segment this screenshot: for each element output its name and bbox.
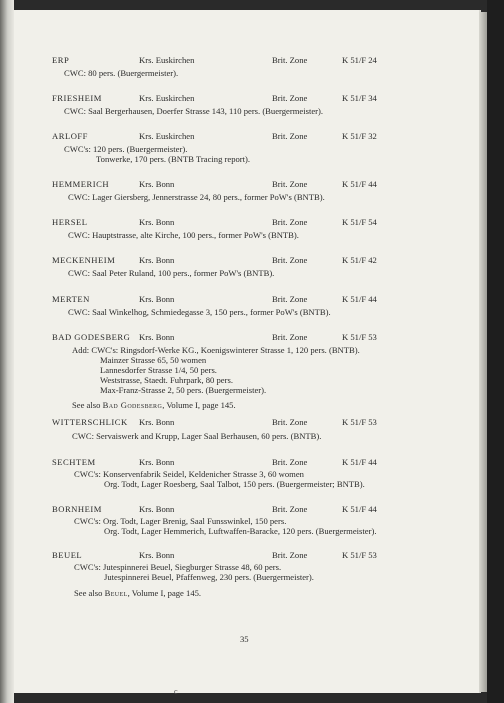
reference: K 51/F 24 <box>342 55 377 65</box>
district: Krs. Bonn <box>139 417 175 427</box>
book-spine-shadow <box>0 0 14 703</box>
place-name: MECKENHEIM <box>52 255 116 265</box>
place-name: ERP <box>52 55 70 65</box>
page-edge <box>479 12 487 692</box>
bottom-mark: c <box>174 687 178 696</box>
district: Krs. Bonn <box>139 217 175 227</box>
place-name: MERTEN <box>52 294 90 304</box>
district: Krs. Bonn <box>139 550 175 560</box>
zone: Brit. Zone <box>272 255 308 265</box>
place-name: ARLOFF <box>52 131 88 141</box>
page-number: 35 <box>240 634 249 644</box>
zone: Brit. Zone <box>272 93 308 103</box>
district: Krs. Euskirchen <box>139 93 195 103</box>
district: Krs. Bonn <box>139 255 175 265</box>
zone: Brit. Zone <box>272 131 308 141</box>
district: Krs. Bonn <box>139 179 175 189</box>
place-name: BORNHEIM <box>52 504 102 514</box>
reference: K 51/F 34 <box>342 93 377 103</box>
reference: K 51/F 53 <box>342 417 377 427</box>
zone: Brit. Zone <box>272 417 308 427</box>
zone: Brit. Zone <box>272 55 308 65</box>
reference: K 51/F 44 <box>342 294 377 304</box>
district: Krs. Bonn <box>139 504 175 514</box>
reference: K 51/F 44 <box>342 179 377 189</box>
reference: K 51/F 53 <box>342 332 377 342</box>
district: Krs. Bonn <box>139 332 175 342</box>
zone: Brit. Zone <box>272 179 308 189</box>
zone: Brit. Zone <box>272 332 308 342</box>
reference: K 51/F 44 <box>342 504 377 514</box>
zone: Brit. Zone <box>272 504 308 514</box>
district: Krs. Bonn <box>139 294 175 304</box>
zone: Brit. Zone <box>272 550 308 560</box>
place-name: SECHTEM <box>52 457 96 467</box>
place-name: WITTERSCHLICK <box>52 417 128 427</box>
reference: K 51/F 53 <box>342 550 377 560</box>
reference: K 51/F 44 <box>342 457 377 467</box>
reference: K 51/F 32 <box>342 131 377 141</box>
zone: Brit. Zone <box>272 294 308 304</box>
zone: Brit. Zone <box>272 217 308 227</box>
background-border <box>487 0 504 703</box>
district: Krs. Euskirchen <box>139 131 195 141</box>
district: Krs. Euskirchen <box>139 55 195 65</box>
reference: K 51/F 54 <box>342 217 377 227</box>
place-name: FRIESHEIM <box>52 93 102 103</box>
district: Krs. Bonn <box>139 457 175 467</box>
place-name: BEUEL <box>52 550 83 560</box>
place-name: HEMMERICH <box>52 179 110 189</box>
place-name: HERSEL <box>52 217 88 227</box>
zone: Brit. Zone <box>272 457 308 467</box>
reference: K 51/F 42 <box>342 255 377 265</box>
document-page: ERP Krs. Euskirchen Brit. Zone K 51/F 24 CWC: 80 pers. (Buergermeister). FRIESHEIM Krs. Euskirchen Brit. Zone K 51/F 34 CWC: Saal Bergerhausen, Doerfer Strasse 143, 110 pers. (Buergermeister). ARLOFF Krs. Euskirchen Brit. Zone K 51/F 32 CWC's: 120 pers. (Buergermeister). Tonwerke, 170 pers. (BNTB Tracing report). HEMMERICH Krs. Bonn Brit. Zone K 51/F 44 CWC: Lager Giersberg, Jennerstrasse 24, 80 pers., former PoW's (BNTB). HERSEL Krs. Bonn Brit. Zone K 51/F 54 CWC: Hauptstrasse, alte Kirche, 100 pers., former PoW's (BNTB). MECKENHEIM Krs. Bonn Brit. Zone K 51/F 42 CWC: Saal Peter Ruland, 100 pers., former PoW's (BNTB). MERTEN Krs. Bonn Brit. Zone K 51/F 44 CWC: Saal Winkelhog, Schmiedegasse 3, 150 pers., former PoW's (BNTB). BAD GODESBERG Krs. Bonn Brit. Zone K 51/F 53 Add: CWC's: Ringsdorf-Werke KG., Koenigswinterer Strasse 1, 120 pers. (BNTB). Mainzer Strasse 65, 50 women Lannesdorfer Strasse 1/4, 50 pers. Weststrasse, Staedt. Fuhrpark, 80 pers. Max-Franz-Strasse 2, 50 pers. (Buergermeister). See also Bad Godesberg, Volume I, page 145. WITTERSCHLICK Krs. Bonn Brit. Zone K 51/F 53 CWC: Servaiswerk and Krupp, Lager Saal Berhausen, 60 pers. (BNTB). SECHTEM Krs. Bonn Brit. Zone K 51/F 44 CWC's: Konservenfabrik Seidel, Keldenicher Strasse 3, 60 women Org. Todt, Lager Roesberg, Saal Talbot, 150 pers. (Buergermeister; BNTB). BORNHEIM Krs. Bonn Brit. Zone K 51/F 44 CWC's: Org. Todt, Lager Brenig, Saal Funsswinkel, 150 pers. Org. Todt, Lager Hemmerich, Luftwaffen-Baracke, 120 pers. (Buergermeister). BEUEL Krs. Bonn Brit. Zone K 51/F 53 CWC's: Jutespinnerei Beuel, Siegburger Strasse 48, 60 pers. Jutespinnerei Beuel, Pfaffenweg, 230 pers. (Buergermeister). See also Beuel, Volume I, page 145. 35 c <box>14 10 479 693</box>
place-name: BAD GODESBERG <box>52 332 131 342</box>
